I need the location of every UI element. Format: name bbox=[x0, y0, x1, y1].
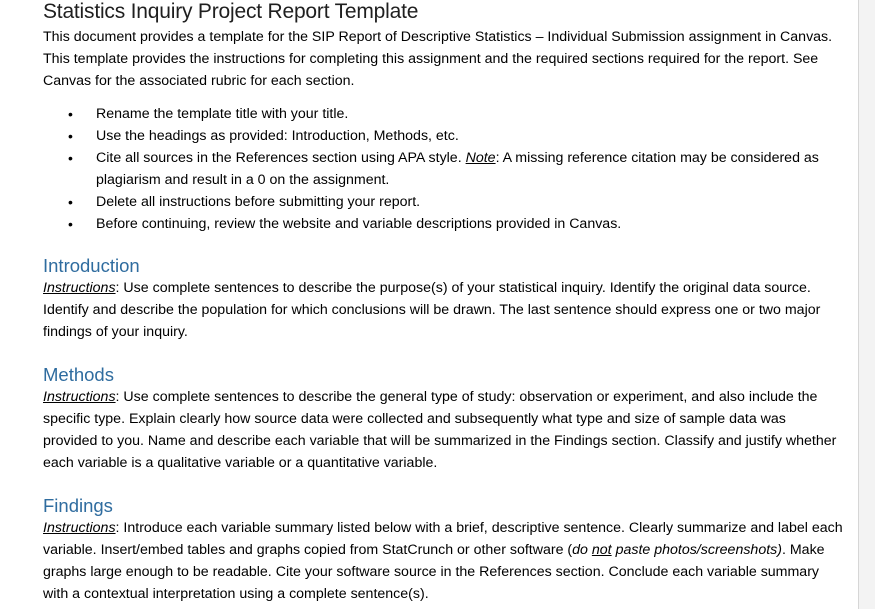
instructions-text: : Use complete sentences to describe the purpose(s) of your statistical inquiry. Identify the original data source. Identify and describe the population for which conclusions will be drawn. The last sentence should express one or two major findings of your inquiry. bbox=[43, 280, 821, 340]
bullet-icon: • bbox=[68, 150, 73, 166]
emphasis-do: do bbox=[572, 542, 592, 558]
bullet-text: Use the headings as provided: Introduction, Methods, etc. bbox=[96, 128, 459, 144]
bullet-text: Before continuing, review the website and variable descriptions provided in Canvas. bbox=[96, 216, 622, 232]
intro-paragraph: This document provides a template for the SIP Report of Descriptive Statistics – Individual Submission assignment in Canvas. This template provides the instructions for completing this assignment and the required sections required for the report. See Canvas for the associated rubric for each section. bbox=[43, 29, 833, 89]
document-title: Statistics Inquiry Project Report Template bbox=[43, 0, 419, 23]
page-gutter bbox=[859, 0, 875, 609]
introduction-instructions bbox=[43, 277, 843, 343]
document-body bbox=[43, 0, 843, 605]
bullet-text: Rename the template title with your title. bbox=[96, 106, 349, 122]
bullet-item-review bbox=[43, 213, 843, 235]
emphasis-not: not bbox=[591, 542, 612, 558]
instructions-text: : Introduce each variable summary listed below with a brief, descriptive sentence. Clearly summarize and label each variable. Insert/embed tables and graphs copied from StatCrunch or other software ( bbox=[43, 520, 843, 558]
instructions-label: Instructions bbox=[43, 280, 116, 296]
introduction-heading: Introduction bbox=[43, 255, 140, 276]
instructions-label: Instructions bbox=[43, 389, 116, 405]
bullet-item-headings bbox=[43, 125, 843, 147]
bullet-icon: • bbox=[68, 194, 73, 210]
instruction-bullet-list bbox=[43, 103, 843, 235]
emphasis-paste: paste photos/screenshots) bbox=[611, 542, 782, 558]
instructions-label: Instructions bbox=[43, 520, 116, 536]
bullet-icon: • bbox=[68, 128, 73, 144]
instructions-text-continued: . Make graphs large enough to be readable. Cite your software source in the References section. Conclude each variable summary with a contextual interpretation using a complete sentence(s). bbox=[43, 542, 825, 602]
bullet-item-delete bbox=[43, 191, 843, 213]
bullet-icon: • bbox=[68, 216, 73, 232]
bullet-item-cite bbox=[43, 147, 843, 191]
bullet-text-continued: : A missing reference citation may be considered as plagiarism and result in a 0 on the assignment. bbox=[96, 150, 819, 188]
bullet-item-rename bbox=[43, 103, 843, 125]
methods-instructions bbox=[43, 386, 843, 474]
methods-heading: Methods bbox=[43, 364, 114, 385]
bullet-text: Delete all instructions before submitting your report. bbox=[96, 194, 421, 210]
bullet-icon: • bbox=[68, 106, 73, 122]
findings-heading: Findings bbox=[43, 495, 113, 516]
findings-instructions bbox=[43, 517, 843, 605]
note-label: Note bbox=[465, 150, 496, 166]
instructions-text: : Use complete sentences to describe the general type of study: observation or experiment, and also include the specific type. Explain clearly how source data were collected and subsequently what type and size of sample data was provided to you. Name and describe each variable that will be summarized in the Findings section. Classify and justify whether each variable is a qualitative variable or a quantitative variable. bbox=[43, 389, 837, 471]
bullet-text: Cite all sources in the References section using APA style. bbox=[96, 150, 466, 166]
